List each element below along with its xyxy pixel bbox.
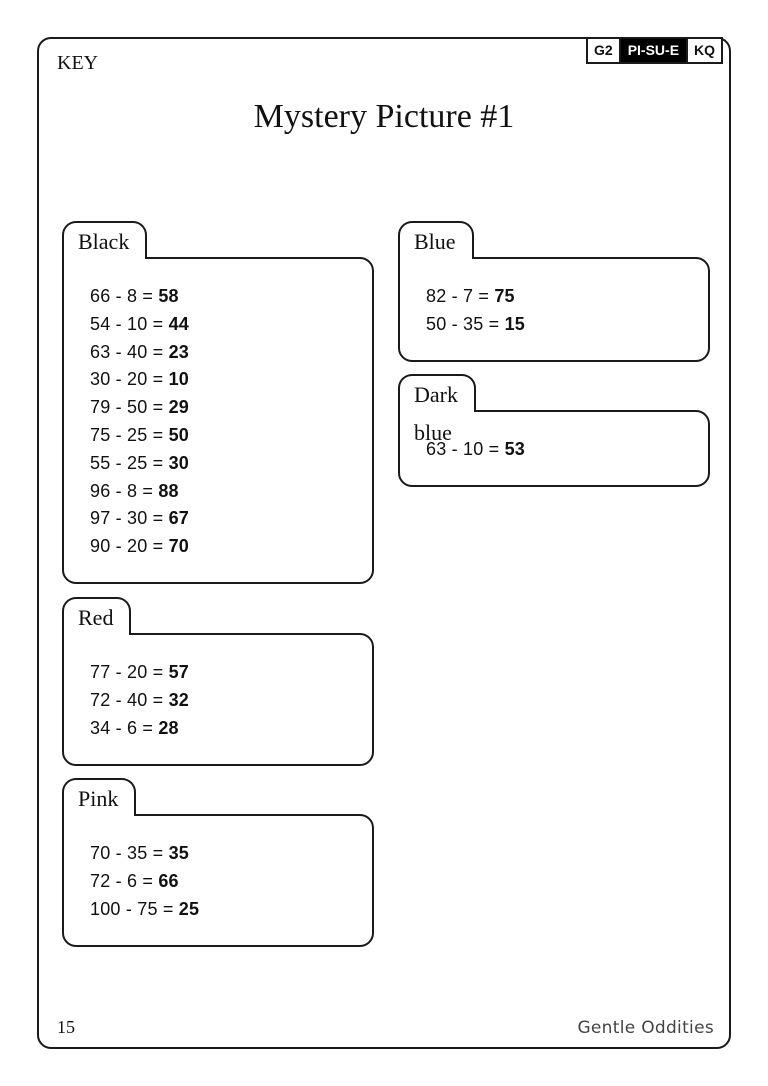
problem-box <box>62 257 374 584</box>
problem-expression: 54 - 10 = <box>90 313 169 334</box>
problem-expression: 97 - 30 = <box>90 508 169 529</box>
problem-answer: 44 <box>168 313 189 334</box>
problem-expression: 75 - 25 = <box>90 424 169 445</box>
problem-box <box>398 257 710 362</box>
problem-answer: 32 <box>168 689 189 710</box>
page-number: 15 <box>57 1017 75 1037</box>
problem-expression: 72 - 40 = <box>90 689 169 710</box>
problem-expression: 100 - 75 = <box>90 898 179 919</box>
problem-expression: 90 - 20 = <box>90 536 169 557</box>
problem-answer: 10 <box>168 369 189 390</box>
problem-answer: 15 <box>504 313 525 334</box>
problem-row <box>90 896 372 924</box>
problem-answer: 75 <box>494 286 515 306</box>
problem-row <box>90 478 372 506</box>
level-code-tags <box>586 37 723 64</box>
group-tab: Blue <box>398 221 474 261</box>
problem-expression: 79 - 50 = <box>90 397 169 418</box>
problem-answer: 50 <box>168 424 189 445</box>
problem-box <box>62 633 374 766</box>
problem-row <box>90 422 372 450</box>
problem-row <box>90 311 372 339</box>
brand-logo: Gentle Oddities <box>577 1018 714 1038</box>
group-tab: Black <box>62 221 147 261</box>
problem-answer: 30 <box>168 452 189 473</box>
grade-code: G2 <box>594 42 613 58</box>
problem-expression: 72 - 6 = <box>90 870 159 891</box>
problem-row <box>90 687 372 715</box>
problem-row <box>90 505 372 533</box>
group-tab: Dark blue <box>398 374 476 414</box>
problem-answer: 29 <box>168 397 189 418</box>
problem-row <box>90 394 372 422</box>
problem-answer: 70 <box>168 536 189 557</box>
problem-answer: 28 <box>158 717 179 738</box>
problem-answer: 58 <box>158 286 179 306</box>
problem-answer: 25 <box>178 898 200 919</box>
problem-box <box>62 814 374 947</box>
problem-row <box>90 366 372 394</box>
group-tab: Red <box>62 597 131 637</box>
problem-row <box>90 715 372 743</box>
problem-expression: 30 - 20 = <box>90 369 169 390</box>
page-title: Mystery Picture #1 <box>253 98 515 135</box>
key-label: KEY <box>57 52 99 74</box>
problem-answer: 67 <box>168 508 189 529</box>
problem-row <box>426 311 708 339</box>
problem-answer: 88 <box>158 480 179 501</box>
problem-row <box>90 868 372 896</box>
problem-expression: 82 - 7 = <box>426 286 495 306</box>
problem-expression: 34 - 6 = <box>90 717 159 738</box>
problem-answer: 53 <box>504 439 525 459</box>
problem-row <box>90 659 372 687</box>
problem-row <box>90 283 372 311</box>
group-tab: Pink <box>62 778 136 818</box>
sheet-code: KQ <box>686 39 721 62</box>
problem-answer: 66 <box>158 870 179 891</box>
problem-expression: 70 - 35 = <box>90 843 169 863</box>
problem-row <box>90 339 372 367</box>
problem-expression: 55 - 25 = <box>90 452 169 473</box>
problem-row <box>90 840 372 868</box>
problem-row <box>426 436 708 464</box>
problem-expression: 66 - 8 = <box>90 286 159 306</box>
problem-answer: 35 <box>168 843 189 863</box>
problem-expression: 50 - 35 = <box>426 313 505 334</box>
problem-row <box>90 450 372 478</box>
problem-answer: 57 <box>168 662 189 682</box>
problem-expression: 63 - 40 = <box>90 341 169 362</box>
skill-code: PI-SU-E <box>619 39 686 62</box>
problem-answer: 23 <box>168 341 189 362</box>
problem-expression: 77 - 20 = <box>90 662 169 682</box>
problem-row <box>426 283 708 311</box>
problem-expression: 96 - 8 = <box>90 480 159 501</box>
problem-row <box>90 533 372 561</box>
problem-expression: 63 - 10 = <box>426 439 505 459</box>
